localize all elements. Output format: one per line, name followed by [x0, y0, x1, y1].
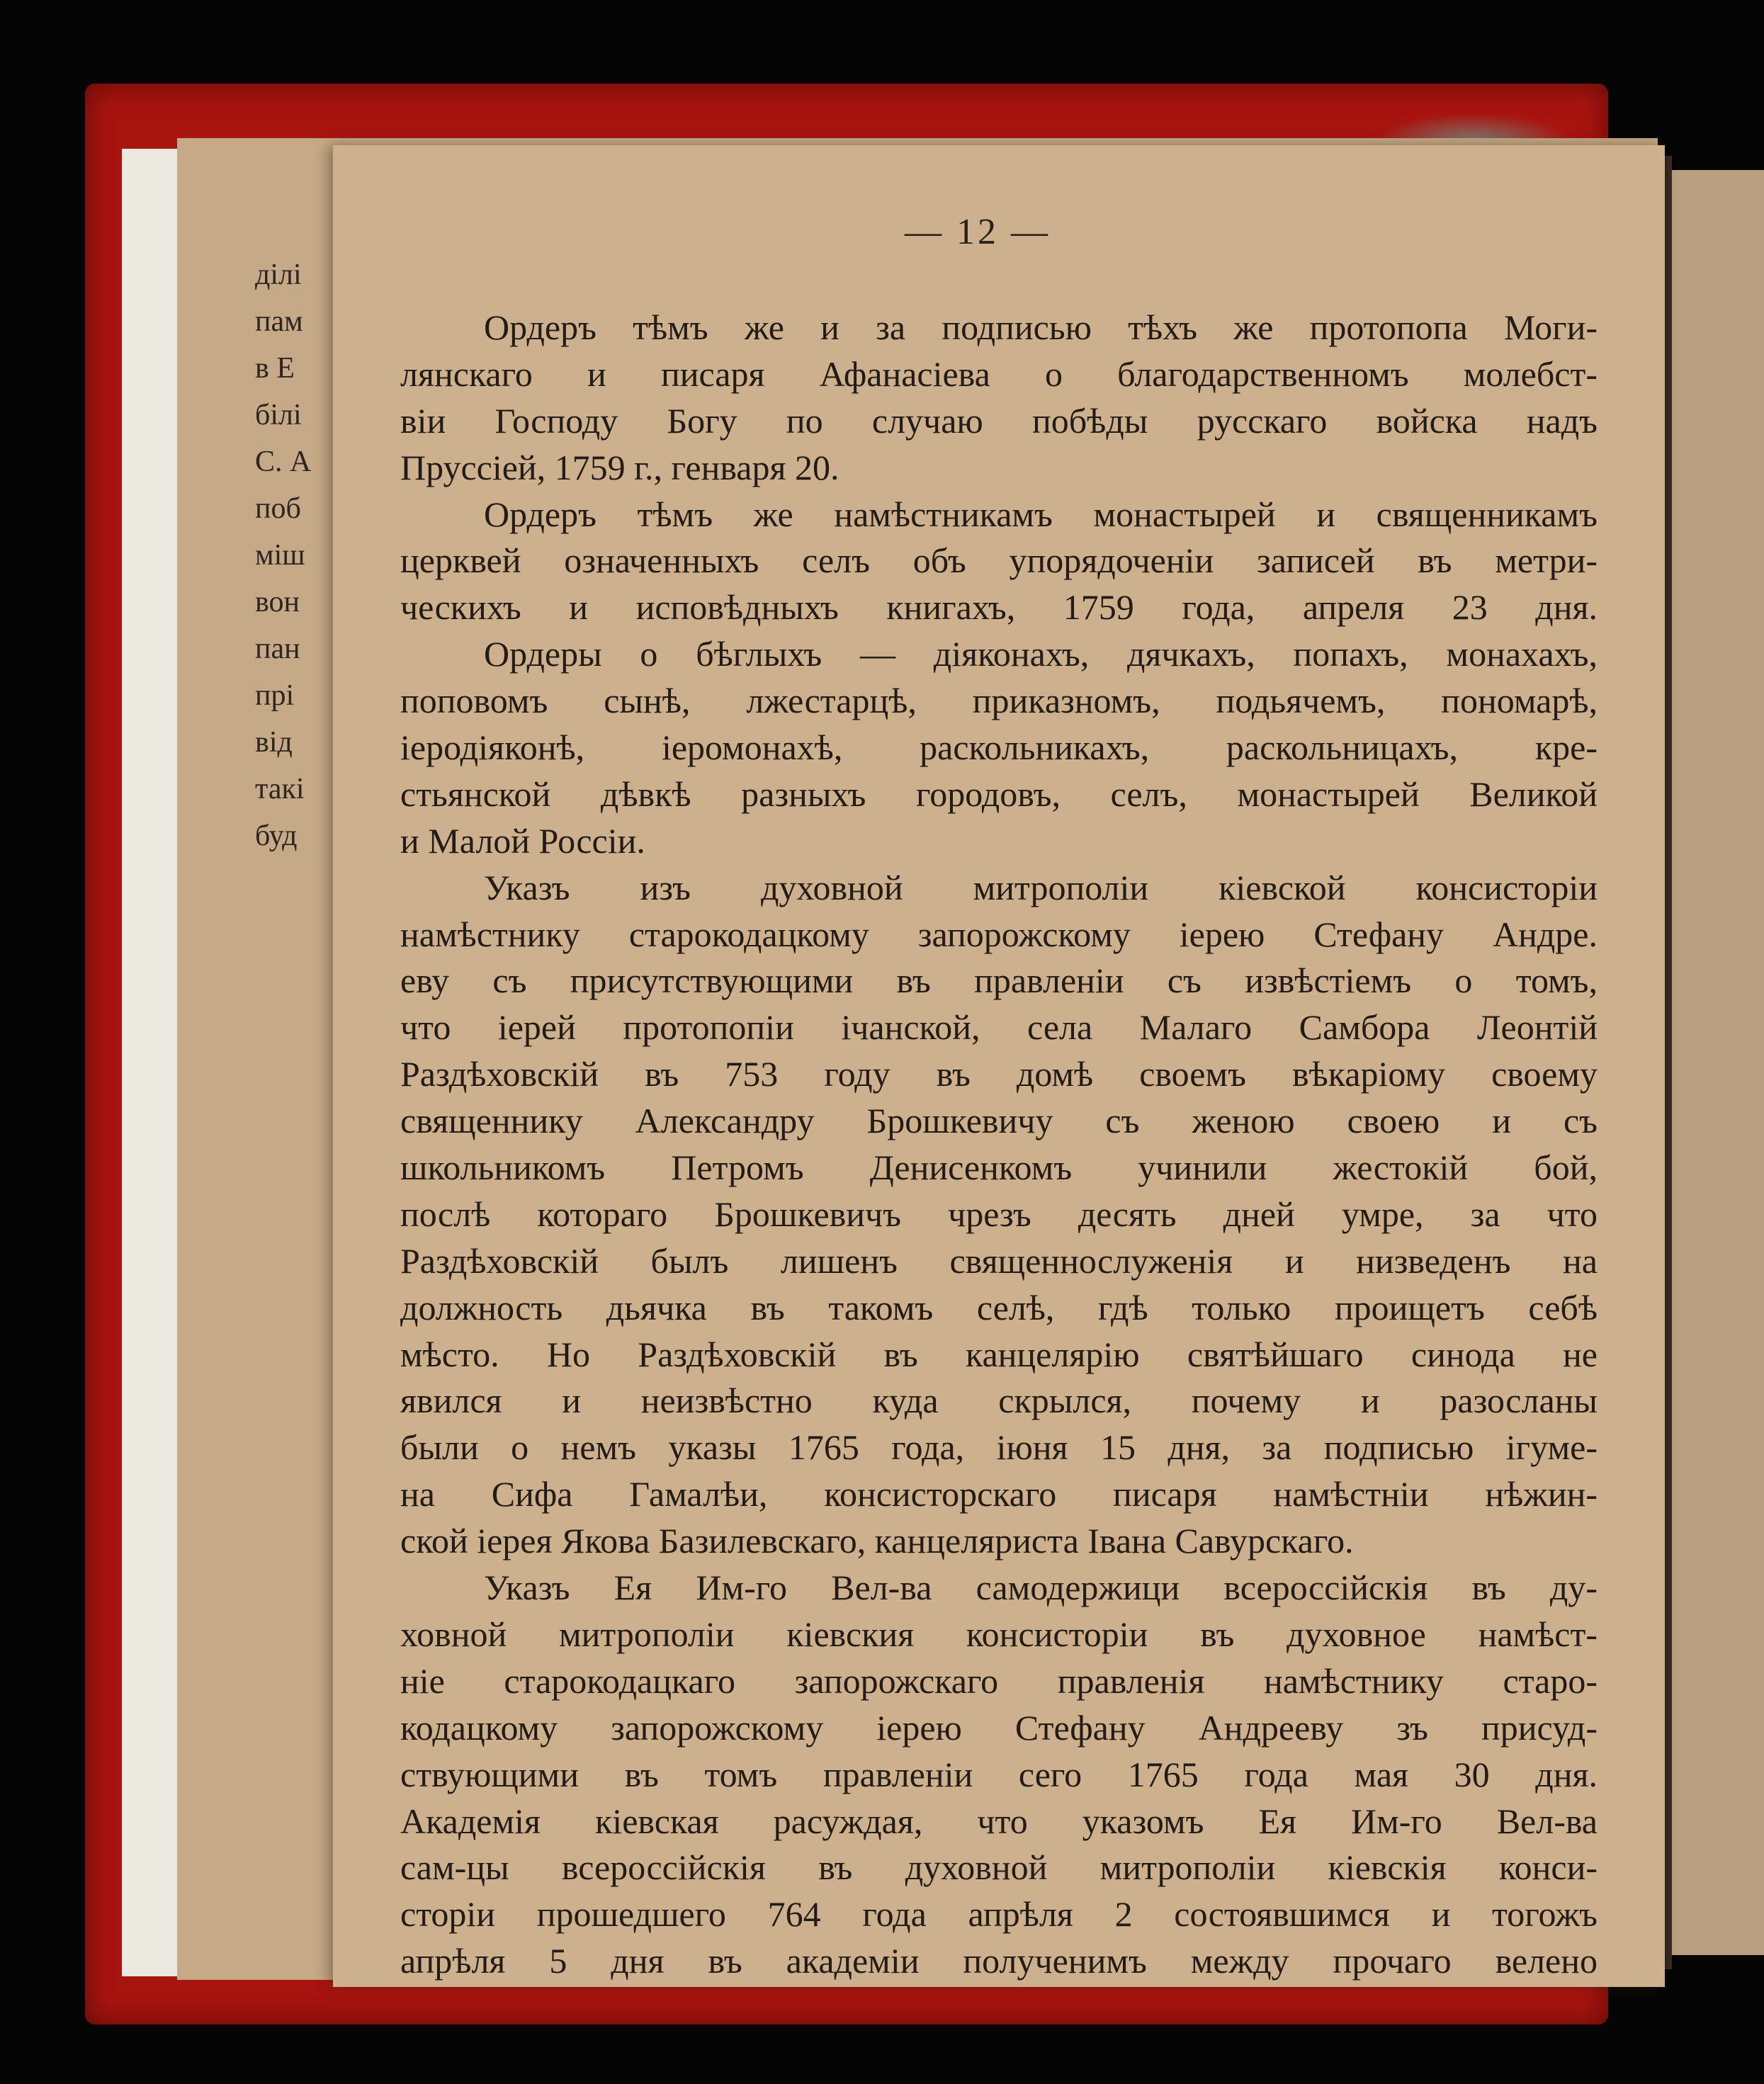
text-line: на Сифа Гамалѣи, консисторскаго писаря намѣстніи нѣжин-: [400, 1474, 1598, 1514]
fragment-line: в Е: [255, 352, 295, 385]
text-line: намѣстнику старокодацкому запорожскому іерею Стефану Андре.: [400, 914, 1598, 954]
text-line: ческихъ и исповѣдныхъ книгахъ, 1759 года, апреля 23 дня.: [400, 587, 1598, 628]
text-line: должность дьячка въ такомъ селѣ, гдѣ только проищетъ себѣ: [400, 1287, 1598, 1327]
fragment-line: білі: [255, 399, 302, 431]
text-line: Указъ Ея Им-го Вел-ва самодержици всероссійскія въ ду-: [484, 1568, 1598, 1608]
underlying-page-text: [255, 251, 333, 859]
fragment-line: С. А: [255, 446, 312, 478]
text-line: Ордеръ тѣмъ же намѣстникамъ монастырей и священникамъ: [484, 494, 1598, 534]
fragment-line: від: [255, 726, 293, 759]
text-line: поповомъ сынѣ, лжестарцѣ, приказномъ, подьячемъ, пономарѣ,: [400, 681, 1598, 721]
text-line: іеродіяконѣ, іеромонахѣ, раскольникахъ, раскольницахъ, кре-: [400, 727, 1598, 768]
fragment-line: поб: [255, 492, 301, 525]
text-line: кодацкому запорожскому іерею Стефану Андрееву зъ присуд-: [400, 1707, 1598, 1748]
text-line: сторіи прошедшего 764 года апрѣля 2 состоявшимся и тогожъ: [400, 1894, 1598, 1935]
text-line: ховной митрополіи кіевския консисторіи въ духовное намѣст-: [400, 1614, 1598, 1654]
text-line: Ордеры о бѣглыхъ — діяконахъ, дячкахъ, попахъ, монахахъ,: [484, 634, 1598, 674]
fragment-line: пам: [255, 305, 303, 338]
fragment-line: прі: [255, 679, 295, 712]
text-line: Раздѣховскій въ 753 году въ домѣ своемъ вѣкаріому своему: [400, 1054, 1598, 1094]
text-line: ской іерея Якова Базилевскаго, канцеляриста Івана Савурскаго.: [400, 1521, 1354, 1561]
page-body: [400, 305, 1598, 1985]
text-line: ствующими въ томъ правленіи сего 1765 года мая 30 дня.: [400, 1754, 1598, 1794]
page-number: — 12 —: [905, 212, 1051, 252]
text-line: лянскаго и писаря Афанасіева о благодарственномъ молебст-: [400, 353, 1598, 394]
text-line: церквей означенныхъ селъ объ упорядоченіи записей въ метри-: [400, 540, 1598, 581]
fragment-line: вон: [255, 586, 300, 618]
text-line: Раздѣховскій былъ лишенъ священнослуженія и низведенъ на: [400, 1240, 1598, 1281]
white-endpaper: [122, 149, 177, 1976]
fragment-line: ділі: [255, 259, 302, 291]
fragment-line: пан: [255, 633, 300, 665]
text-line: ніе старокодацкаго запорожскаго правленія намѣстнику старо-: [400, 1660, 1598, 1701]
text-line: апрѣля 5 дня въ академіи полученимъ между прочаго велено: [400, 1941, 1598, 1981]
text-line: Ордеръ тѣмъ же и за подписью тѣхъ же протопопа Моги-: [484, 307, 1598, 347]
text-line: послѣ котораго Брошкевичъ чрезъ десять дней умре, за что: [400, 1194, 1598, 1234]
text-line: были о немъ указы 1765 года, іюня 15 дня, за подписью ігуме-: [400, 1427, 1598, 1468]
text-line: и Малой Россіи.: [400, 820, 645, 861]
facing-page-edge: [1658, 170, 1764, 1955]
text-line: мѣсто. Но Раздѣховскій въ канцелярію святѣйшаго синода не: [400, 1334, 1598, 1374]
text-line: Пруссіей, 1759 г., генваря 20.: [400, 447, 839, 487]
text-line: Указъ изъ духовной митрополіи кіевской консисторіи: [484, 867, 1598, 907]
text-line: школьникомъ Петромъ Денисенкомъ учинили жестокій бой,: [400, 1148, 1598, 1188]
fragment-line: такі: [255, 773, 305, 805]
text-line: священнику Александру Брошкевичу съ женою своею и съ: [400, 1101, 1598, 1141]
text-line: стьянской дѣвкѣ разныхъ городовъ, селъ, монастырей Великой: [400, 774, 1598, 814]
text-line: віи Господу Богу по случаю побѣды русскаго войска надъ: [400, 400, 1598, 441]
text-line: сам-цы всероссійскія въ духовной митрополіи кіевскія конси-: [400, 1847, 1598, 1888]
text-line: еву съ присутствующими въ правленіи съ извѣстіемъ о томъ,: [400, 961, 1598, 1001]
fragment-line: міш: [255, 539, 305, 572]
text-line: что іерей протопопіи ічанской, села Малаго Самбора Леонтій: [400, 1007, 1598, 1048]
text-line: явился и неизвѣстно куда скрылся, почему и разосланы: [400, 1381, 1598, 1421]
fragment-line: буд: [255, 820, 298, 852]
text-line: Академія кіевская расуждая, что указомъ Ея Им-го Вел-ва: [400, 1801, 1598, 1841]
